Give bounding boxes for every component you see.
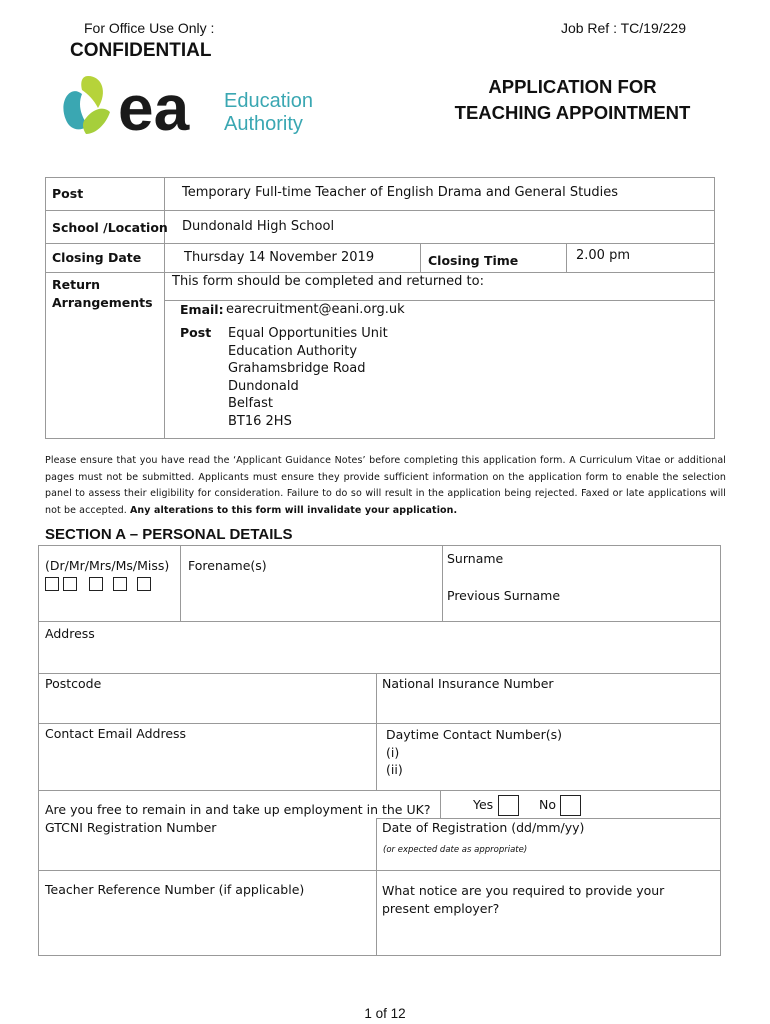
page-number: 1 of 12 [364, 1006, 406, 1021]
email-label: Email: [180, 302, 224, 317]
forenames-label: Forename(s) [188, 558, 267, 573]
office-use-label: For Office Use Only : [84, 20, 215, 36]
title-options-label: (Dr/Mr/Mrs/Ms/Miss) [45, 558, 170, 573]
svg-text:Authority: Authority [224, 113, 303, 135]
job-ref: Job Ref : TC/19/229 [560, 20, 686, 36]
guidance-notes: Please ensure that you have read the ‘Applicant Guidance Notes’ before completing this application form. A Curriculum Vitae or additional pages must not be submitted. Applicants must ensure they provide sufficient information on the application form to enable the selection panel to assess their eligibility for consideration. Failure to do so will result in the application being rejected. Faxed or late applications will not be accepted. Any alterations to this form will invalidate your application. [45, 455, 726, 516]
title-mr-checkbox[interactable] [63, 577, 77, 591]
closing-date-value: Thursday 14 November 2019 [184, 250, 375, 265]
postcode-label: Postcode [45, 676, 102, 691]
contact-email-label: Contact Email Address [45, 726, 187, 741]
education-authority-logo [58, 72, 338, 146]
title-checkboxes [45, 573, 155, 592]
school-value: Dundonald High School [182, 219, 335, 234]
post-address-label: Post [180, 325, 212, 340]
svg-text:ea: ea [118, 72, 190, 144]
section-a-heading: SECTION A – PERSONAL DETAILS [45, 526, 293, 543]
previous-surname-label: Previous Surname [447, 588, 561, 603]
alterations-warning: Any alterations to this form will invalidate your application. [129, 504, 458, 516]
notice-period-label: What notice are you required to provide your present employer? [382, 883, 665, 916]
date-registration-hint: (or expected date as appropriate) [383, 845, 528, 855]
gtcni-label: GTCNI Registration Number [45, 820, 217, 835]
date-registration-label: Date of Registration (dd/mm/yy) [382, 820, 585, 835]
title-miss-checkbox[interactable] [137, 577, 151, 591]
closing-time-label: Closing Time [428, 253, 519, 268]
svg-text:Education: Education [224, 90, 313, 112]
title-dr-checkbox[interactable] [45, 577, 59, 591]
closing-date-label: Closing Date [52, 250, 142, 265]
email-link[interactable]: earecruitment@eani.org.uk [226, 302, 405, 317]
post-label: Post [52, 186, 84, 201]
logo-leaf-icon [58, 72, 338, 146]
post-value: Temporary Full-time Teacher of English Drama and General Studies [182, 185, 619, 200]
yes-checkbox[interactable] [498, 795, 519, 816]
address-label: Address [45, 626, 95, 641]
confidential-label: CONFIDENTIAL [70, 40, 212, 61]
postal-address: Equal Opportunities Unit Education Authority Grahamsbridge Road Dundonald Belfast BT16 2HS [228, 326, 388, 429]
teacher-reference-label: Teacher Reference Number (if applicable) [45, 882, 305, 897]
return-label: Return Arrangements [52, 277, 153, 310]
surname-label: Surname [447, 551, 504, 566]
title-mrs-checkbox[interactable] [89, 577, 103, 591]
daytime-number-label: Daytime Contact Number(s) (i) (ii) [386, 727, 562, 777]
form-title: APPLICATION FOR TEACHING APPOINTMENT [454, 76, 691, 123]
school-label: School /Location [52, 220, 168, 235]
return-intro: This form should be completed and returned to: [172, 274, 484, 289]
right-to-work-question: Are you free to remain in and take up employment in the UK? [45, 802, 431, 817]
title-ms-checkbox[interactable] [113, 577, 127, 591]
no-checkbox[interactable] [560, 795, 581, 816]
closing-time-value: 2.00 pm [576, 248, 630, 263]
yes-label: Yes [473, 797, 494, 812]
no-label: No [539, 797, 556, 812]
ni-number-label: National Insurance Number [382, 676, 554, 691]
